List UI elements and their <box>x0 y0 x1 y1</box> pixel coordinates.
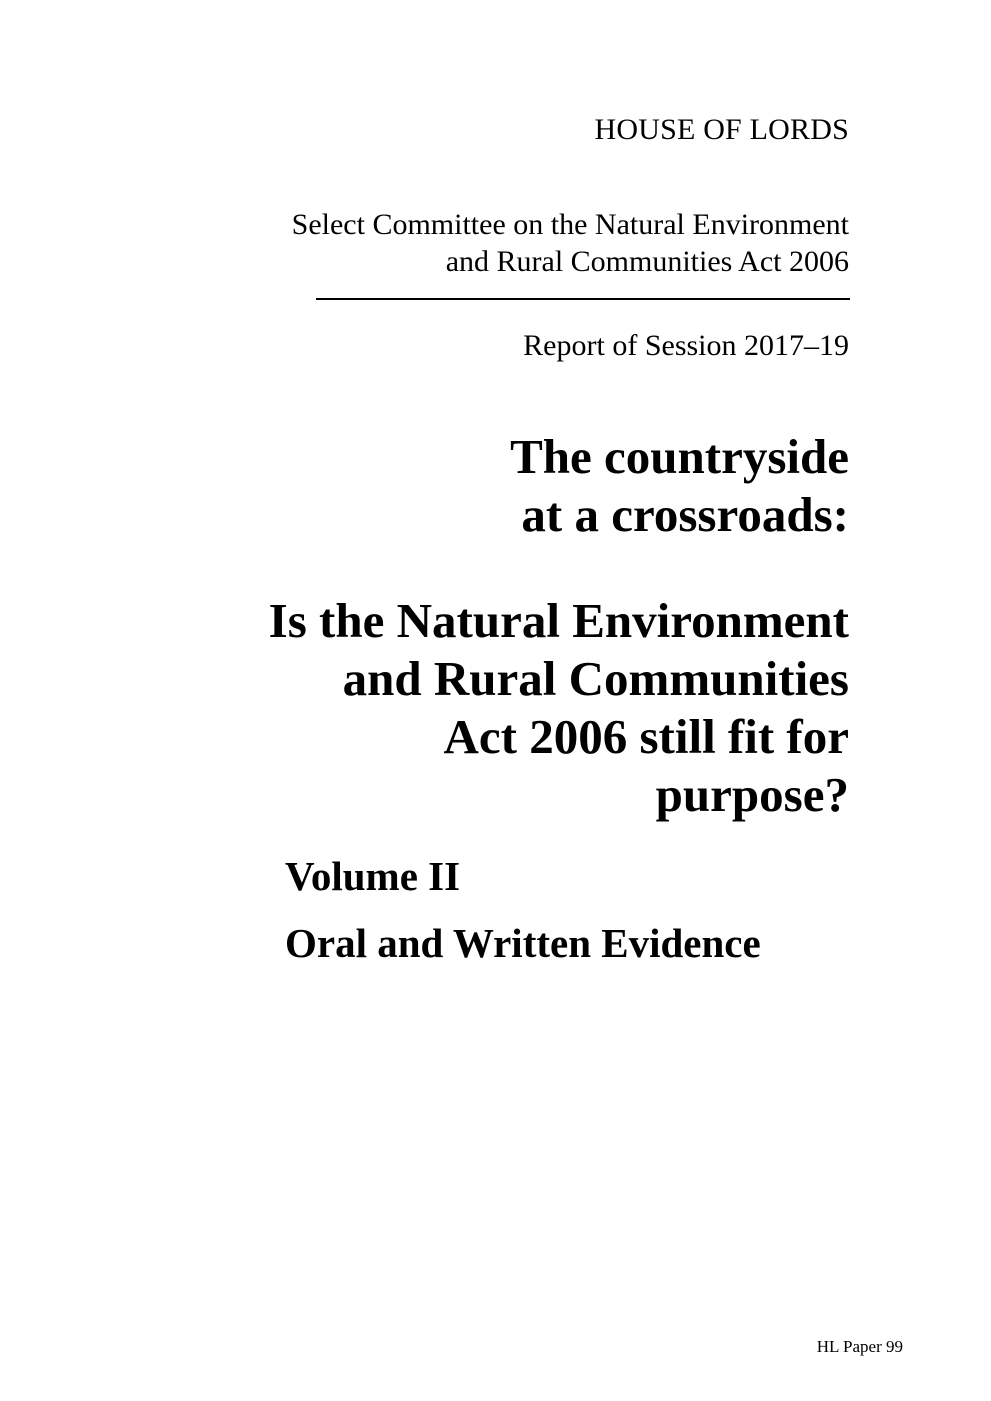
committee-line-2: and Rural Communities Act 2006 <box>445 245 849 278</box>
subtitle-line-4: purpose? <box>655 767 849 822</box>
divider-rule <box>316 298 850 300</box>
house-name: HOUSE OF LORDS <box>594 113 849 146</box>
committee-name <box>292 206 849 280</box>
subtitle-line-2: and Rural Communities <box>342 651 849 706</box>
title-line-1: The countryside <box>510 429 849 484</box>
report-title <box>510 428 849 544</box>
paper-number: HL Paper 99 <box>816 1337 903 1356</box>
session-label: Report of Session 2017–19 <box>523 329 849 362</box>
subtitle-line-1: Is the Natural Environment <box>268 593 849 648</box>
volume-label: Volume II <box>285 853 461 899</box>
volume-description: Oral and Written Evidence <box>285 920 761 966</box>
report-subtitle <box>269 592 849 824</box>
subtitle-line-3: Act 2006 still fit for <box>443 709 849 764</box>
committee-line-1: Select Committee on the Natural Environment <box>291 208 849 241</box>
title-line-2: at a crossroads: <box>521 487 849 542</box>
